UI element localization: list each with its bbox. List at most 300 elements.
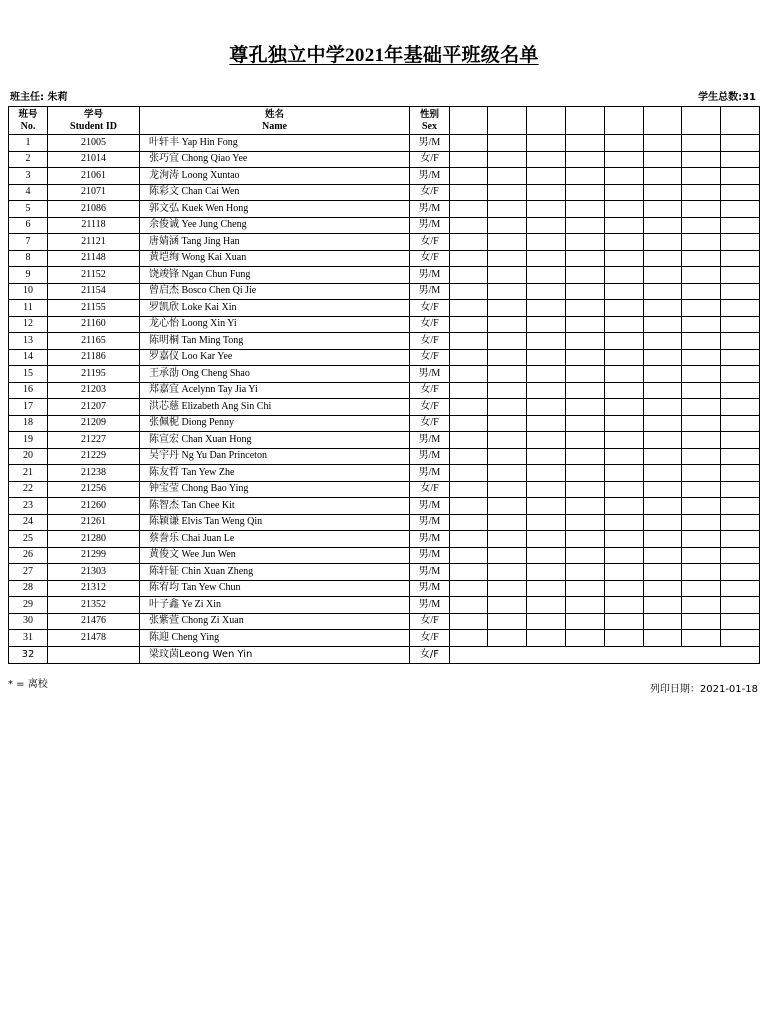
blank-cell	[682, 382, 721, 399]
blank-header-cell	[644, 107, 682, 135]
blank-cell	[527, 316, 566, 333]
blank-cell	[566, 564, 605, 581]
student-sex: 男/M	[410, 547, 450, 564]
student-id: 21195	[48, 366, 140, 383]
blank-cell	[566, 399, 605, 416]
blank-cell	[682, 399, 721, 416]
student-name: 陈宣宏 Chan Xuan Hong	[140, 432, 410, 449]
blank-cell	[644, 415, 682, 432]
student-sex: 女/F	[410, 250, 450, 267]
row-number: 13	[9, 333, 48, 350]
student-id	[48, 646, 140, 663]
blank-cell	[682, 250, 721, 267]
student-row	[9, 201, 760, 218]
blank-cell	[488, 201, 527, 218]
blank-cell	[450, 646, 760, 663]
student-id: 21260	[48, 498, 140, 515]
row-number: 21	[9, 465, 48, 482]
blank-cell	[566, 366, 605, 383]
blank-cell	[682, 564, 721, 581]
blank-cell	[566, 630, 605, 647]
student-name: 余俊诚 Yee Jung Cheng	[140, 217, 410, 234]
blank-cell	[721, 547, 760, 564]
row-number: 18	[9, 415, 48, 432]
row-number: 15	[9, 366, 48, 383]
blank-cell	[488, 415, 527, 432]
student-sex: 男/M	[410, 531, 450, 548]
blank-cell	[644, 399, 682, 416]
blank-cell	[566, 184, 605, 201]
row-number: 22	[9, 481, 48, 498]
blank-cell	[566, 580, 605, 597]
student-name: 张佩柅 Diong Penny	[140, 415, 410, 432]
blank-cell	[527, 267, 566, 284]
blank-cell	[605, 366, 644, 383]
row-number: 14	[9, 349, 48, 366]
blank-cell	[721, 564, 760, 581]
student-sex: 女/F	[410, 316, 450, 333]
student-sex: 男/M	[410, 366, 450, 383]
student-row	[9, 498, 760, 515]
blank-cell	[644, 432, 682, 449]
blank-cell	[644, 366, 682, 383]
blank-cell	[721, 630, 760, 647]
student-row	[9, 184, 760, 201]
student-sex: 女/F	[410, 613, 450, 630]
student-id: 21014	[48, 151, 140, 168]
blank-cell	[721, 349, 760, 366]
blank-cell	[644, 316, 682, 333]
student-name: 饶竣锋 Ngan Chun Fung	[140, 267, 410, 284]
blank-cell	[450, 151, 488, 168]
student-sex: 女/F	[410, 333, 450, 350]
blank-cell	[682, 531, 721, 548]
blank-cell	[644, 135, 682, 152]
student-row	[9, 448, 760, 465]
student-sex: 男/M	[410, 135, 450, 152]
page-title	[0, 40, 768, 67]
blank-cell	[450, 168, 488, 185]
student-row	[9, 300, 760, 317]
student-name: 王承劭 Ong Cheng Shao	[140, 366, 410, 383]
row-number: 20	[9, 448, 48, 465]
student-row	[9, 168, 760, 185]
blank-cell	[566, 531, 605, 548]
student-name: 黄垲绚 Wong Kai Xuan	[140, 250, 410, 267]
blank-cell	[527, 432, 566, 449]
row-number: 31	[9, 630, 48, 647]
student-row	[9, 547, 760, 564]
blank-cell	[605, 333, 644, 350]
row-number: 28	[9, 580, 48, 597]
student-name: 陈友哲 Tan Yew Zhe	[140, 465, 410, 482]
blank-cell	[566, 250, 605, 267]
blank-cell	[682, 300, 721, 317]
blank-cell	[721, 168, 760, 185]
student-sex: 女/F	[410, 300, 450, 317]
blank-cell	[644, 382, 682, 399]
header-sex: 性别 Sex	[410, 107, 450, 135]
blank-cell	[644, 531, 682, 548]
blank-cell	[450, 184, 488, 201]
blank-header-cell	[605, 107, 644, 135]
student-row	[9, 531, 760, 548]
blank-cell	[527, 349, 566, 366]
blank-cell	[721, 234, 760, 251]
blank-cell	[682, 547, 721, 564]
row-number: 6	[9, 217, 48, 234]
blank-cell	[721, 481, 760, 498]
blank-cell	[721, 135, 760, 152]
row-number: 3	[9, 168, 48, 185]
blank-cell	[527, 597, 566, 614]
student-id: 21352	[48, 597, 140, 614]
student-id: 21229	[48, 448, 140, 465]
blank-cell	[527, 201, 566, 218]
blank-header-cell	[450, 107, 488, 135]
blank-cell	[605, 349, 644, 366]
blank-cell	[605, 547, 644, 564]
blank-cell	[527, 531, 566, 548]
row-number: 7	[9, 234, 48, 251]
row-number: 32	[9, 646, 48, 663]
student-sex: 女/F	[410, 646, 450, 663]
class-roster-table	[8, 106, 760, 664]
student-sex: 男/M	[410, 283, 450, 300]
header-student-id: 学号 Student ID	[48, 107, 140, 135]
blank-cell	[721, 151, 760, 168]
blank-cell	[527, 135, 566, 152]
blank-cell	[644, 349, 682, 366]
blank-cell	[450, 333, 488, 350]
blank-cell	[450, 316, 488, 333]
student-name: 罗嘉仪 Loo Kar Yee	[140, 349, 410, 366]
student-id: 21299	[48, 547, 140, 564]
row-number: 1	[9, 135, 48, 152]
blank-cell	[566, 547, 605, 564]
blank-cell	[527, 234, 566, 251]
blank-cell	[682, 630, 721, 647]
row-number: 4	[9, 184, 48, 201]
blank-cell	[527, 250, 566, 267]
blank-cell	[566, 448, 605, 465]
blank-cell	[527, 333, 566, 350]
blank-cell	[450, 234, 488, 251]
blank-cell	[566, 135, 605, 152]
blank-cell	[527, 168, 566, 185]
blank-cell	[566, 201, 605, 218]
row-number: 29	[9, 597, 48, 614]
blank-cell	[527, 283, 566, 300]
header-no: 班号 No.	[9, 107, 48, 135]
blank-cell	[682, 151, 721, 168]
blank-cell	[566, 514, 605, 531]
blank-cell	[527, 613, 566, 630]
blank-cell	[605, 465, 644, 482]
student-sex: 男/M	[410, 514, 450, 531]
blank-cell	[644, 514, 682, 531]
student-name: 陈明桐 Tan Ming Tong	[140, 333, 410, 350]
blank-cell	[682, 349, 721, 366]
blank-cell	[721, 613, 760, 630]
student-id: 21155	[48, 300, 140, 317]
blank-cell	[605, 283, 644, 300]
student-sex: 男/M	[410, 564, 450, 581]
header-name: 姓名 Name	[140, 107, 410, 135]
blank-cell	[644, 498, 682, 515]
student-name: 黄俊文 Wee Jun Wen	[140, 547, 410, 564]
blank-cell	[527, 151, 566, 168]
blank-cell	[721, 250, 760, 267]
class-teacher-label: 班主任: 朱莉	[10, 92, 68, 103]
blank-cell	[527, 184, 566, 201]
blank-cell	[566, 316, 605, 333]
student-row	[9, 630, 760, 647]
blank-cell	[566, 283, 605, 300]
blank-cell	[450, 135, 488, 152]
blank-cell	[721, 201, 760, 218]
blank-cell	[682, 333, 721, 350]
blank-cell	[605, 613, 644, 630]
blank-cell	[721, 267, 760, 284]
student-row	[9, 135, 760, 152]
student-row	[9, 481, 760, 498]
student-name: 钟宝莹 Chong Bao Ying	[140, 481, 410, 498]
blank-cell	[721, 300, 760, 317]
blank-cell	[721, 333, 760, 350]
blank-cell	[488, 547, 527, 564]
blank-cell	[605, 564, 644, 581]
blank-cell	[682, 432, 721, 449]
roster-body	[9, 135, 760, 664]
blank-cell	[605, 382, 644, 399]
blank-cell	[644, 448, 682, 465]
blank-cell	[450, 481, 488, 498]
blank-cell	[527, 630, 566, 647]
blank-cell	[450, 597, 488, 614]
student-row	[9, 349, 760, 366]
blank-cell	[605, 415, 644, 432]
blank-cell	[605, 151, 644, 168]
blank-cell	[566, 432, 605, 449]
blank-cell	[644, 201, 682, 218]
student-id: 21165	[48, 333, 140, 350]
blank-cell	[721, 580, 760, 597]
student-row	[9, 432, 760, 449]
student-sex: 男/M	[410, 217, 450, 234]
blank-cell	[488, 184, 527, 201]
blank-cell	[566, 382, 605, 399]
student-row	[9, 151, 760, 168]
row-number: 30	[9, 613, 48, 630]
blank-cell	[566, 498, 605, 515]
student-id: 21476	[48, 613, 140, 630]
blank-cell	[527, 448, 566, 465]
student-id: 21203	[48, 382, 140, 399]
row-number: 23	[9, 498, 48, 515]
student-sex: 男/M	[410, 168, 450, 185]
blank-cell	[605, 448, 644, 465]
row-number: 19	[9, 432, 48, 449]
blank-cell	[488, 514, 527, 531]
blank-cell	[605, 399, 644, 416]
blank-cell	[527, 547, 566, 564]
blank-cell	[682, 234, 721, 251]
blank-cell	[450, 366, 488, 383]
blank-cell	[721, 184, 760, 201]
student-id: 21160	[48, 316, 140, 333]
blank-cell	[605, 217, 644, 234]
row-number: 27	[9, 564, 48, 581]
blank-cell	[488, 613, 527, 630]
student-sex: 女/F	[410, 415, 450, 432]
blank-cell	[644, 234, 682, 251]
student-id: 21303	[48, 564, 140, 581]
blank-cell	[488, 366, 527, 383]
blank-cell	[450, 300, 488, 317]
row-number: 17	[9, 399, 48, 416]
blank-cell	[450, 217, 488, 234]
blank-cell	[682, 514, 721, 531]
blank-cell	[527, 217, 566, 234]
blank-cell	[721, 316, 760, 333]
blank-cell	[527, 498, 566, 515]
student-name: 张巧宜 Chong Qiao Yee	[140, 151, 410, 168]
blank-cell	[527, 514, 566, 531]
row-number: 9	[9, 267, 48, 284]
blank-cell	[682, 366, 721, 383]
row-number: 16	[9, 382, 48, 399]
blank-cell	[488, 234, 527, 251]
blank-cell	[488, 283, 527, 300]
student-sex: 男/M	[410, 597, 450, 614]
blank-cell	[488, 135, 527, 152]
student-row	[9, 415, 760, 432]
row-number: 11	[9, 300, 48, 317]
blank-cell	[682, 184, 721, 201]
blank-cell	[682, 448, 721, 465]
blank-cell	[450, 382, 488, 399]
blank-cell	[644, 465, 682, 482]
blank-cell	[450, 630, 488, 647]
student-id: 21280	[48, 531, 140, 548]
extra-student-row	[9, 646, 760, 663]
blank-cell	[488, 597, 527, 614]
row-number: 12	[9, 316, 48, 333]
blank-cell	[450, 201, 488, 218]
student-row	[9, 597, 760, 614]
blank-cell	[721, 498, 760, 515]
blank-cell	[488, 151, 527, 168]
blank-cell	[682, 481, 721, 498]
student-id: 21209	[48, 415, 140, 432]
blank-cell	[644, 580, 682, 597]
student-row	[9, 514, 760, 531]
student-sex: 男/M	[410, 267, 450, 284]
blank-cell	[682, 415, 721, 432]
blank-cell	[488, 448, 527, 465]
blank-cell	[605, 135, 644, 152]
blank-cell	[644, 630, 682, 647]
student-name: 唐婧涵 Tang Jing Han	[140, 234, 410, 251]
blank-cell	[488, 580, 527, 597]
student-name: 洪芯慈 Elizabeth Ang Sin Chi	[140, 399, 410, 416]
blank-cell	[605, 580, 644, 597]
blank-header-cell	[527, 107, 566, 135]
blank-cell	[644, 547, 682, 564]
student-row	[9, 613, 760, 630]
blank-header-cell	[566, 107, 605, 135]
student-sex: 女/F	[410, 630, 450, 647]
blank-cell	[644, 267, 682, 284]
blank-header-cell	[488, 107, 527, 135]
blank-cell	[488, 316, 527, 333]
blank-cell	[721, 597, 760, 614]
blank-cell	[566, 333, 605, 350]
blank-cell	[721, 465, 760, 482]
blank-cell	[527, 465, 566, 482]
blank-cell	[450, 399, 488, 416]
blank-cell	[566, 168, 605, 185]
student-id: 21238	[48, 465, 140, 482]
blank-cell	[566, 481, 605, 498]
student-id: 21118	[48, 217, 140, 234]
blank-cell	[488, 333, 527, 350]
blank-cell	[682, 597, 721, 614]
student-row	[9, 283, 760, 300]
student-id: 21061	[48, 168, 140, 185]
blank-cell	[682, 316, 721, 333]
blank-cell	[721, 217, 760, 234]
row-number: 26	[9, 547, 48, 564]
blank-cell	[644, 613, 682, 630]
blank-cell	[605, 250, 644, 267]
blank-cell	[450, 531, 488, 548]
blank-cell	[450, 613, 488, 630]
student-name: 梁玟茵Leong Wen Yin	[140, 646, 410, 663]
blank-cell	[488, 630, 527, 647]
blank-header-cell	[721, 107, 760, 135]
blank-cell	[721, 448, 760, 465]
blank-cell	[450, 564, 488, 581]
blank-cell	[721, 283, 760, 300]
blank-cell	[527, 415, 566, 432]
title-text: 尊孔独立中学2021年基础平班级名单	[229, 45, 539, 66]
blank-cell	[488, 349, 527, 366]
student-sex: 女/F	[410, 349, 450, 366]
blank-cell	[721, 366, 760, 383]
blank-cell	[488, 498, 527, 515]
blank-cell	[644, 564, 682, 581]
blank-cell	[644, 151, 682, 168]
blank-cell	[527, 300, 566, 317]
blank-cell	[450, 498, 488, 515]
blank-cell	[488, 267, 527, 284]
blank-cell	[721, 399, 760, 416]
blank-cell	[488, 300, 527, 317]
blank-cell	[488, 432, 527, 449]
student-name: 龙心怡 Loong Xin Yi	[140, 316, 410, 333]
blank-cell	[450, 580, 488, 597]
student-name: 吴宇丹 Ng Yu Dan Princeton	[140, 448, 410, 465]
blank-cell	[488, 382, 527, 399]
blank-cell	[566, 267, 605, 284]
student-name: 陈迎 Cheng Ying	[140, 630, 410, 647]
student-id: 21207	[48, 399, 140, 416]
blank-cell	[644, 333, 682, 350]
blank-cell	[566, 151, 605, 168]
blank-cell	[488, 217, 527, 234]
